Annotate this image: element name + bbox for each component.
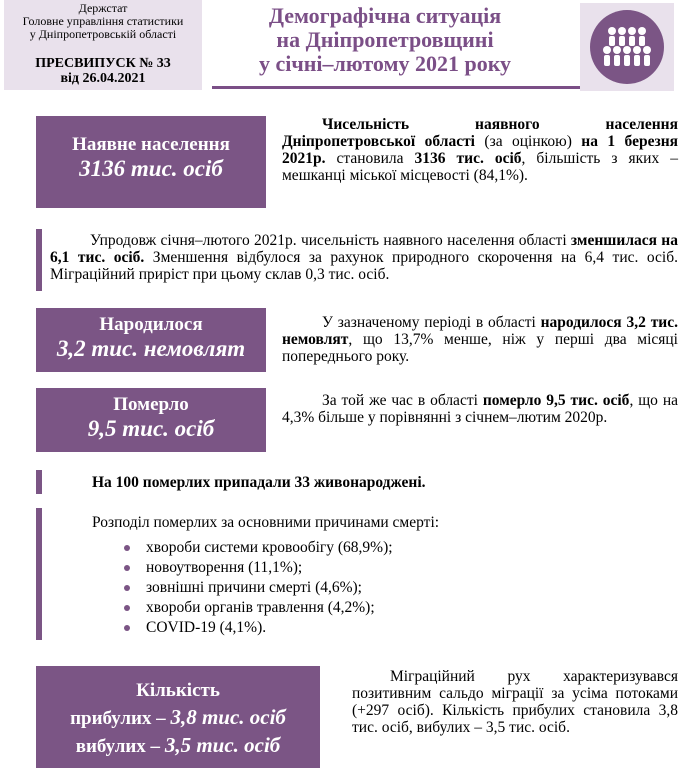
births-text-2: , що 13,7% менше, ніж у перші два місяці попереднього року. <box>282 331 678 365</box>
migration-arrivals <box>36 704 320 732</box>
header-divider <box>212 86 582 89</box>
births-text-1: У зазначеному періоді в області <box>322 314 541 331</box>
population-text-3: , більшість з яких – мешканці міської місцевості (84,1%). <box>282 150 678 184</box>
population-text-1: (за оцінкою) <box>475 133 582 150</box>
decrease-text-2: Зменшення відбулося за рахунок природного скорочення на 6,4 тис. осіб. Міграційний приріст при цьому склав 0,3 тис. осіб. <box>50 249 678 283</box>
population-subject: Чисельність наявного населення Дніпропетровської області <box>282 116 678 150</box>
list-item: хвороби органів травлення (4,2%); <box>124 598 393 618</box>
list-item: новоутворення (11,1%); <box>124 558 393 578</box>
title-line-3: у січні–лютому 2021 року <box>258 51 512 76</box>
causes-intro: Розподіл померлих за основними причинами смерті: <box>92 514 440 531</box>
population-value: 3136 тис. осіб <box>79 156 223 181</box>
org-department: Головне управління статистики <box>22 14 184 28</box>
population-text-2: становила <box>325 150 415 167</box>
logo-block <box>580 3 674 91</box>
arrivals-value: 3,8 тис. осіб <box>170 705 286 729</box>
migration-departures <box>36 732 320 760</box>
decrease-paragraph <box>50 232 678 283</box>
births-value: 3,2 тис. немовлят <box>56 336 246 361</box>
departures-label: вибулих – <box>75 736 165 757</box>
causes-accent-bar <box>36 508 42 640</box>
population-paragraph <box>282 116 678 184</box>
migration-label: Кількість <box>136 680 220 701</box>
title-line-1: Демографічна ситуація <box>268 3 502 28</box>
page-title <box>212 4 558 76</box>
deaths-paragraph <box>282 392 678 426</box>
decrease-amount: зменшилася на 6,1 тис. осіб. <box>50 232 678 266</box>
decrease-accent-bar <box>36 229 42 291</box>
release-date: від 26.04.2021 <box>60 71 146 86</box>
release-number: ПРЕСВИПУСК № 33 <box>35 56 171 71</box>
list-item: COVID-19 (4,1%). <box>124 618 393 638</box>
deaths-text-2: , що на 4,3% більше у порівнянні з січнем–лютим 2020р. <box>282 392 678 426</box>
header-agency-block <box>4 0 202 90</box>
org-region: у Дніпропетровській області <box>29 27 177 41</box>
people-crowd-icon <box>580 3 674 91</box>
deaths-box <box>36 388 266 452</box>
departures-value: 3,5 тис. осіб <box>164 733 281 757</box>
deaths-amount: померло 9,5 тис. осіб <box>482 392 630 409</box>
org-name: Держстат <box>78 1 128 15</box>
births-label: Народилося <box>99 314 203 335</box>
population-date: на 1 березня 2021р. <box>282 133 679 167</box>
births-amount: народилося 3,2 тис. немовлят <box>282 314 678 348</box>
migration-box <box>36 666 320 768</box>
decrease-text-1: Упродовж січня–лютого 2021р. чисельність наявного населення області <box>90 232 571 249</box>
population-number: 3136 тис. осіб <box>414 150 522 167</box>
population-box <box>36 116 266 208</box>
migration-paragraph: Міграційний рух характеризувався позитивним сальдо міграції за усіма потоками (+297 осіб). Кількість прибулих становила 3,8 тис. осіб, вибулих – 3,5 тис. осіб. <box>352 668 678 736</box>
ratio-accent-bar <box>36 470 42 494</box>
deaths-value: 9,5 тис. осіб <box>87 416 215 441</box>
release-info <box>4 56 202 86</box>
deaths-label: Померло <box>113 394 189 415</box>
births-box <box>36 308 266 372</box>
deaths-text-1: За той же час в області <box>322 392 483 409</box>
arrivals-label: прибулих – <box>70 708 171 729</box>
ratio-statement: На 100 померлих припадали 33 живонароджені. <box>92 474 426 491</box>
list-item: хвороби системи кровообігу (68,9%); <box>124 538 393 558</box>
title-line-2: на Дніпропетровщині <box>276 27 494 52</box>
list-item: зовнішні причини смерті (4,6%); <box>124 578 393 598</box>
births-paragraph <box>282 314 678 365</box>
population-label: Наявне населення <box>72 134 230 155</box>
causes-list <box>124 538 393 638</box>
